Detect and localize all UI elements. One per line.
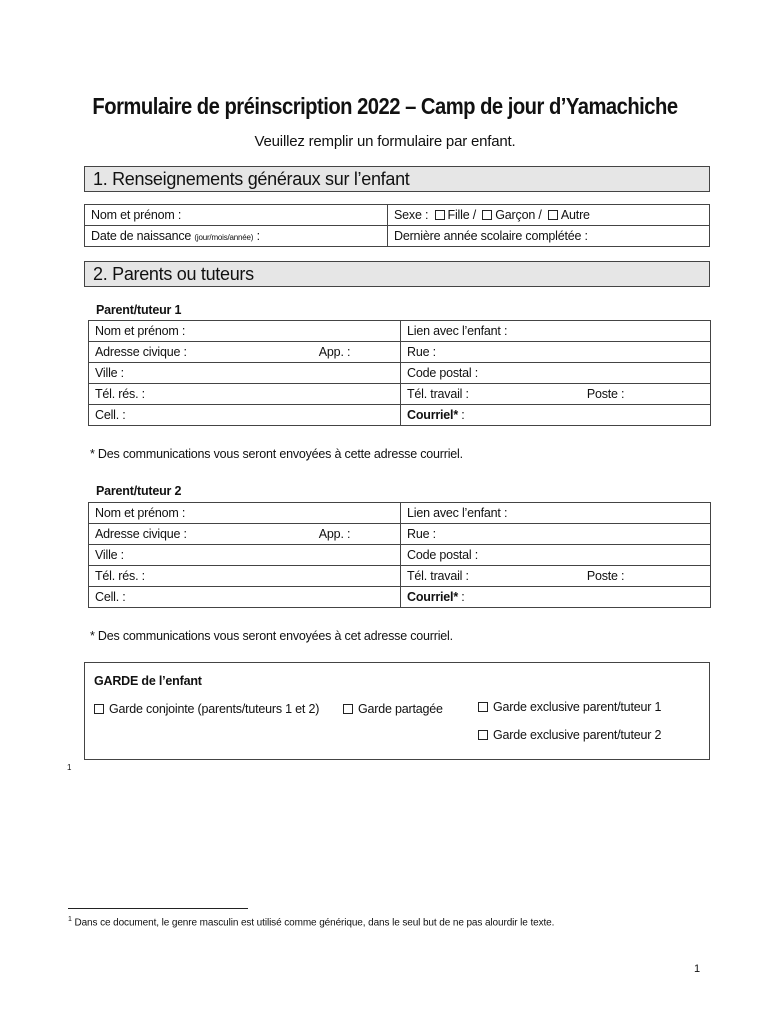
parent1-rue-field[interactable]: Rue :	[401, 342, 711, 363]
page-number: 1	[694, 963, 701, 975]
parent1-tel-res-field[interactable]: Tél. rés. :	[89, 384, 401, 405]
checkbox-garde-partagee[interactable]	[343, 704, 353, 714]
section-2-heading: 2. Parents ou tuteurs	[84, 261, 710, 287]
garde-heading: GARDE de l’enfant	[94, 674, 202, 688]
section-1-heading: 1. Renseignements généraux sur l’enfant	[84, 166, 710, 192]
parent1-tel-work-field[interactable]: Tél. travail : Poste :	[401, 384, 711, 405]
table-row	[89, 545, 711, 566]
parent1-email-field[interactable]: Courriel* :	[401, 405, 711, 426]
child-info-table	[84, 204, 710, 247]
table-row	[89, 503, 711, 524]
parent2-name-field[interactable]: Nom et prénom :	[89, 503, 401, 524]
parent1-cell-field[interactable]: Cell. :	[89, 405, 401, 426]
garde-exclusive-2-option[interactable]: Garde exclusive parent/tuteur 2	[478, 728, 661, 742]
checkbox-garde-exclusive-2[interactable]	[478, 730, 488, 740]
table-row	[89, 566, 711, 587]
child-dob-field[interactable]: Date de naissance (jour/mois/année) :	[85, 226, 388, 247]
table-row	[89, 524, 711, 545]
parent2-rue-field[interactable]: Rue :	[401, 524, 711, 545]
parent2-cell-field[interactable]: Cell. :	[89, 587, 401, 608]
parent2-heading: Parent/tuteur 2	[96, 484, 182, 498]
parent2-tel-res-field[interactable]: Tél. rés. :	[89, 566, 401, 587]
footnote: $^1$ Dans ce document, le genre masculin est utilisé comme générique, dans le seul but de ne pas alourdir le texte.	[68, 916, 555, 929]
parent1-address-field[interactable]: Adresse civique : App. :	[89, 342, 401, 363]
parent2-email-note: * Des communications vous seront envoyées à cet adresse courriel.	[90, 629, 453, 643]
table-row	[89, 342, 711, 363]
parent2-ville-field[interactable]: Ville :	[89, 545, 401, 566]
parent2-email-field[interactable]: Courriel* :	[401, 587, 711, 608]
footnote-marker: 1	[67, 763, 72, 772]
parent2-postal-field[interactable]: Code postal :	[401, 545, 711, 566]
table-row	[85, 226, 710, 247]
table-row	[89, 384, 711, 405]
parent1-heading: Parent/tuteur 1	[96, 303, 182, 317]
child-name-field[interactable]: Nom et prénom :	[85, 205, 388, 226]
parent2-lien-field[interactable]: Lien avec l’enfant :	[401, 503, 711, 524]
table-row	[89, 363, 711, 384]
parent1-ville-field[interactable]: Ville :	[89, 363, 401, 384]
table-row	[85, 205, 710, 226]
parent2-address-field[interactable]: Adresse civique : App. :	[89, 524, 401, 545]
checkbox-garcon[interactable]	[482, 210, 492, 220]
form-subtitle: Veuillez remplir un formulaire par enfant.	[254, 133, 516, 150]
checkbox-garde-exclusive-1[interactable]	[478, 702, 488, 712]
parent1-lien-field[interactable]: Lien avec l’enfant :	[401, 321, 711, 342]
table-row	[89, 321, 711, 342]
garde-conjointe-option[interactable]: Garde conjointe (parents/tuteurs 1 et 2)	[94, 702, 319, 716]
garde-section	[84, 662, 710, 760]
parent1-postal-field[interactable]: Code postal :	[401, 363, 711, 384]
parent2-tel-work-field[interactable]: Tél. travail : Poste :	[401, 566, 711, 587]
table-row	[89, 405, 711, 426]
child-school-field[interactable]: Dernière année scolaire complétée :	[388, 226, 710, 247]
checkbox-garde-conjointe[interactable]	[94, 704, 104, 714]
garde-partagee-option[interactable]: Garde partagée	[343, 702, 443, 716]
parent1-name-field[interactable]: Nom et prénom :	[89, 321, 401, 342]
parent1-email-note: * Des communications vous seront envoyées à cette adresse courriel.	[90, 447, 463, 461]
form-title: Formulaire de préinscription 2022 – Camp de jour d’Yamachiche	[92, 93, 678, 119]
checkbox-fille[interactable]	[435, 210, 445, 220]
garde-exclusive-1-option[interactable]: Garde exclusive parent/tuteur 1	[478, 700, 661, 714]
table-row	[89, 587, 711, 608]
footnote-divider	[68, 908, 248, 909]
checkbox-autre[interactable]	[548, 210, 558, 220]
child-sex-field: Sexe : Fille / Garçon / Autre	[388, 205, 710, 226]
parent1-table	[88, 320, 711, 426]
parent2-table	[88, 502, 711, 608]
